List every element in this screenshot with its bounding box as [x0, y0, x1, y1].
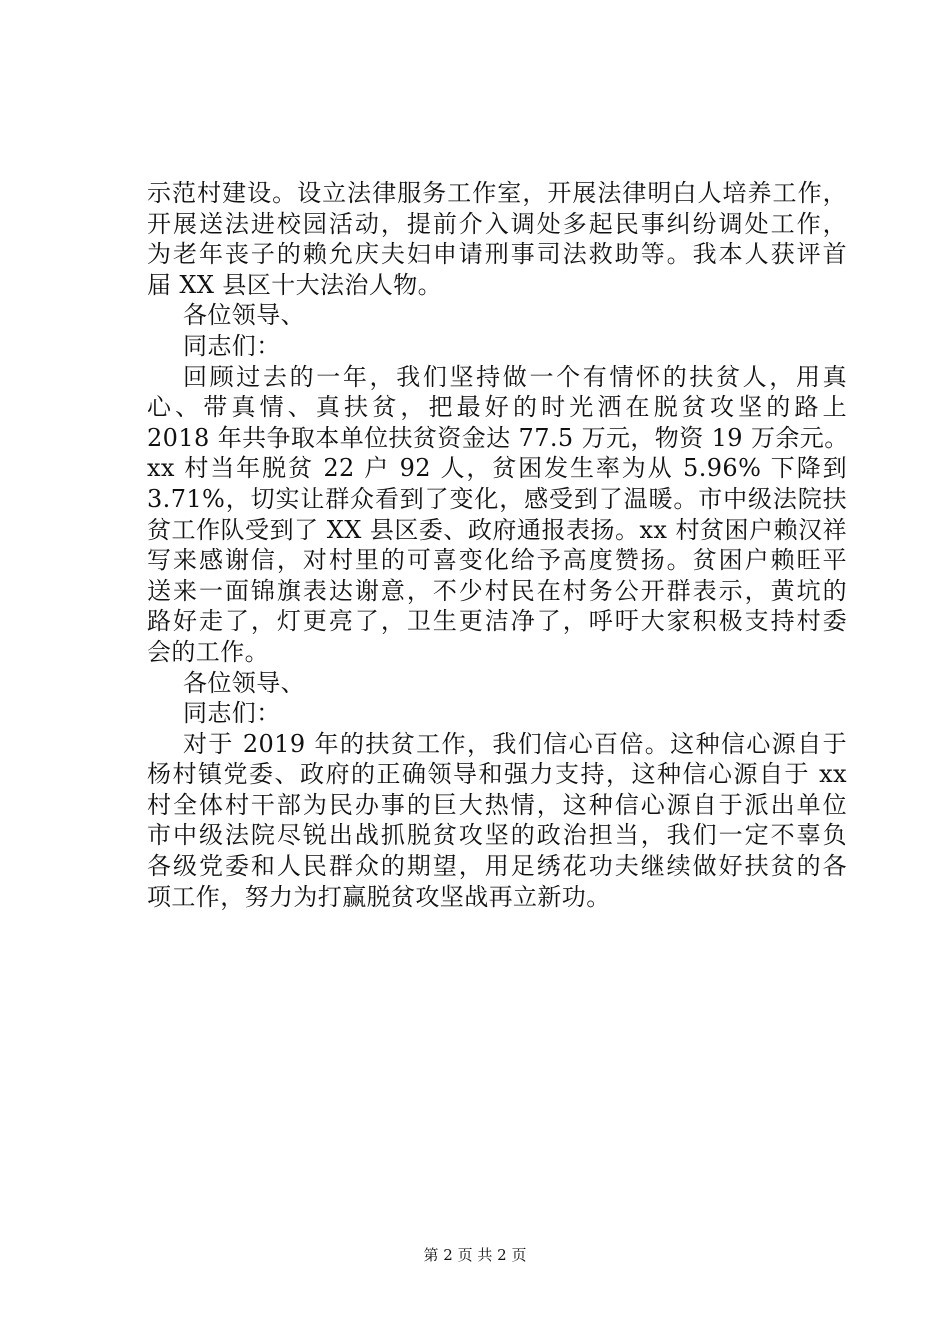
text-line: 写来感谢信，对村里的可喜变化给予高度赞扬。贫困户赖旺平	[147, 546, 847, 575]
text-line: 示范村建设。设立法律服务工作室，开展法律明白人培养工作，	[147, 179, 847, 207]
text-line: 各级党委和人民群众的期望，用足绣花功夫继续做好扶贫的各	[147, 852, 847, 881]
text-line: 市中级法院尽锐出战抓脱贫攻坚的政治担当，我们一定不辜负	[147, 821, 847, 850]
text-line: 杨村镇党委、政府的正确领导和强力支持，这种信心源自于 xx	[147, 760, 847, 789]
text-line: 3.71%，切实让群众看到了变化，感受到了温暖。市中级法院扶	[147, 484, 847, 513]
text-line: 路好走了，灯更亮了，卫生更洁净了，呼吁大家积极支持村委	[147, 607, 847, 636]
page-footer: 第 2 页 共 2 页	[423, 1246, 527, 1264]
text-line: 项工作，努力为打赢脱贫攻坚战再立新功。	[147, 882, 611, 911]
text-line: 各位领导、	[183, 668, 305, 697]
text-line: 回顾过去的一年，我们坚持做一个有情怀的扶贫人，用真	[183, 362, 847, 391]
text-line: 届 XX 县区十大法治人物。	[147, 270, 443, 299]
text-line: 同志们：	[183, 699, 281, 728]
text-line: 心、带真情、真扶贫，把最好的时光洒在脱贫攻坚的路上	[147, 393, 847, 422]
text-line: 送来一面锦旗表达谢意，不少村民在村务公开群表示，黄坑的	[147, 576, 847, 605]
text-line: 会的工作。	[147, 637, 269, 666]
text-line: 对于 2019 年的扶贫工作，我们信心百倍。这种信心源自于	[183, 729, 847, 758]
text-line: 贫工作队受到了 XX 县区委、政府通报表扬。xx 村贫困户赖汉祥	[147, 515, 847, 544]
text-line: 村全体村干部为民办事的巨大热情，这种信心源自于派出单位	[147, 790, 847, 819]
document-body	[147, 178, 847, 912]
text-line: 为老年丧子的赖允庆夫妇申请刑事司法救助等。我本人获评首	[147, 240, 847, 269]
text-line: xx 村当年脱贫 22 户 92 人，贫困发生率为从 5.96% 下降到	[147, 454, 847, 483]
text-line: 同志们：	[183, 331, 281, 360]
text-line: 各位领导、	[183, 301, 305, 330]
text-line: 2018 年共争取本单位扶贫资金达 77.5 万元，物资 19 万余元。	[147, 423, 849, 452]
text-line: 开展送法进校园活动，提前介入调处多起民事纠纷调处工作，	[147, 209, 847, 238]
